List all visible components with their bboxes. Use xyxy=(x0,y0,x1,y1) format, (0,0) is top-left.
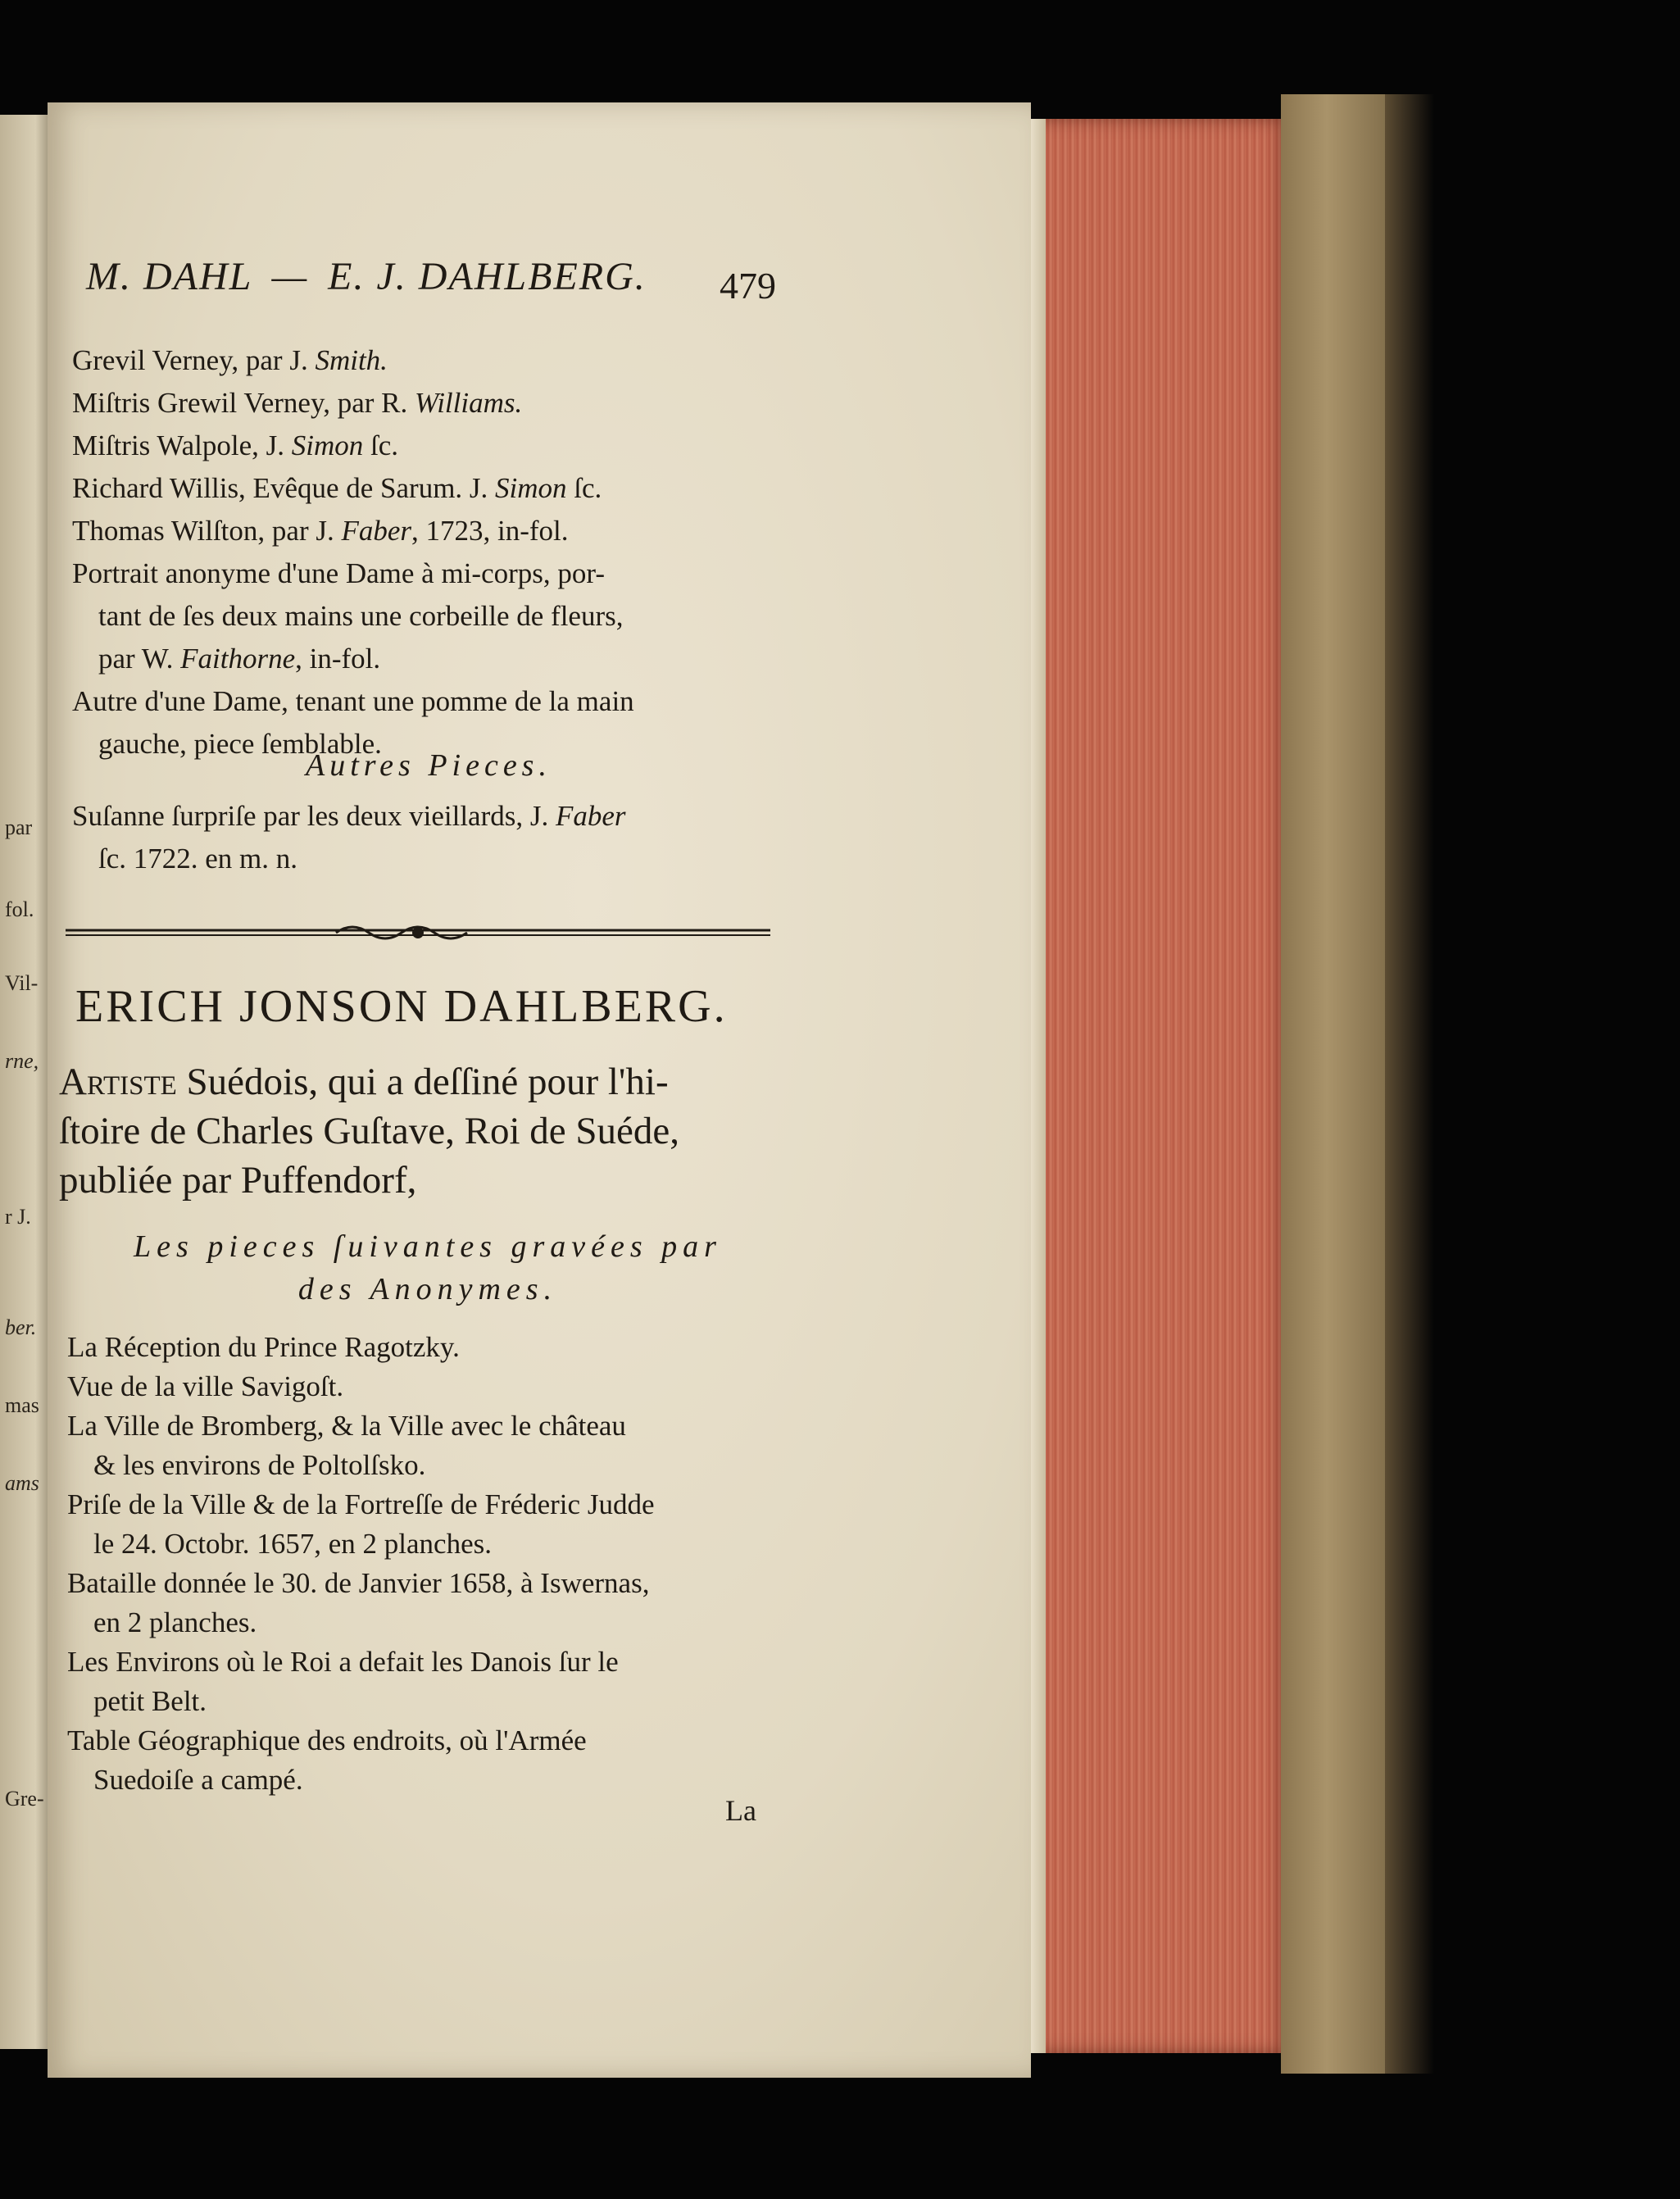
entry: Les Environs où le Roi a defait les Danois ſur le xyxy=(67,1646,619,1678)
section-pieces-suivantes: Les pieces ſuivantes gravées par des Anonymes. xyxy=(134,1229,722,1306)
entry-cont: & les environs de Poltolſsko. xyxy=(93,1449,426,1481)
entry: Miſtris Grewil Verney, par R. Williams. xyxy=(72,387,523,419)
margin-fragment: r J. xyxy=(5,1205,31,1229)
ornamental-rule xyxy=(66,920,770,944)
margin-fragment: fol. xyxy=(5,897,34,921)
left-page-edge xyxy=(0,115,51,2049)
artist-intro: Artiste Suédois, qui a deſſiné pour l'hi- ſtoire de Charles Guſtave, Roi de Suéde, publiée par Puffendorf, xyxy=(59,1061,680,1202)
running-head xyxy=(86,254,791,299)
head-separator: — xyxy=(271,255,309,298)
book-binding xyxy=(1281,94,1396,2074)
entry: Bataille donnée le 30. de Janvier 1658, à Iswernas, xyxy=(67,1567,650,1599)
entry: Richard Willis, Evêque de Sarum. J. Simon ſc. xyxy=(72,472,602,504)
artist-title: ERICH JONSON DAHLBERG. xyxy=(75,981,728,1032)
margin-fragment: ber. xyxy=(5,1315,37,1339)
head-right: E. J. DAHLBERG. xyxy=(328,255,647,298)
entries-top xyxy=(72,339,785,766)
entry: La Ville de Bromberg, & la Ville avec le château xyxy=(67,1410,626,1442)
entry-cont: petit Belt. xyxy=(93,1685,207,1717)
entry: Miſtris Walpole, J. Simon ſc. xyxy=(72,429,399,461)
margin-fragment: par xyxy=(5,816,33,839)
margin-fragment: rne, xyxy=(5,1049,39,1073)
catchword: La xyxy=(725,1794,756,1827)
entry-cont: Suedoiſe a campé. xyxy=(93,1764,303,1796)
margin-fragment: ams xyxy=(5,1471,39,1495)
entry: Vue de la ville Savigoſt. xyxy=(67,1370,344,1402)
binding-shadow xyxy=(1385,94,1434,2074)
margin-fragment: Gre- xyxy=(5,1787,44,1811)
entry: Grevil Verney, par J. Smith. xyxy=(72,344,388,376)
entry-autre-cont: gauche, piece ſemblable. xyxy=(98,728,382,760)
entry: Priſe de la Ville & de la Fortreſſe de Fréderic Judde xyxy=(67,1488,655,1520)
page-fold xyxy=(1031,119,1046,2053)
entry-portrait: Portrait anonyme d'une Dame à mi-corps, por- xyxy=(72,557,605,589)
entry-cont: le 24. Octobr. 1657, en 2 planches. xyxy=(93,1528,493,1560)
head-left: M. DAHL xyxy=(86,255,252,298)
entry-cont: en 2 planches. xyxy=(93,1606,257,1638)
section-autres-pieces: Autres Pieces. xyxy=(306,748,552,783)
margin-fragment: mas xyxy=(5,1393,39,1417)
entry-autre: Autre d'une Dame, tenant une pomme de la main xyxy=(72,685,634,717)
entry-portrait-cont: tant de ſes deux mains une corbeille de fleurs, xyxy=(98,600,624,632)
entry: Table Géographique des endroits, où l'Armée xyxy=(67,1724,587,1756)
page-number: 479 xyxy=(720,265,776,307)
entry-susanne: Suſanne ſurpriſe par les deux vieillards, J. Faber ſc. 1722. en m. n. xyxy=(72,800,626,875)
entries-bottom xyxy=(67,1328,797,1800)
page-edges-red xyxy=(1031,119,1281,2053)
entry-portrait-cont: par W. Faithorne, in-fol. xyxy=(98,643,381,675)
margin-fragment: Vil- xyxy=(5,971,39,995)
entry: La Réception du Prince Ragotzky. xyxy=(67,1331,460,1363)
entry: Thomas Wilſton, par J. Faber, 1723, in-fol. xyxy=(72,515,569,547)
